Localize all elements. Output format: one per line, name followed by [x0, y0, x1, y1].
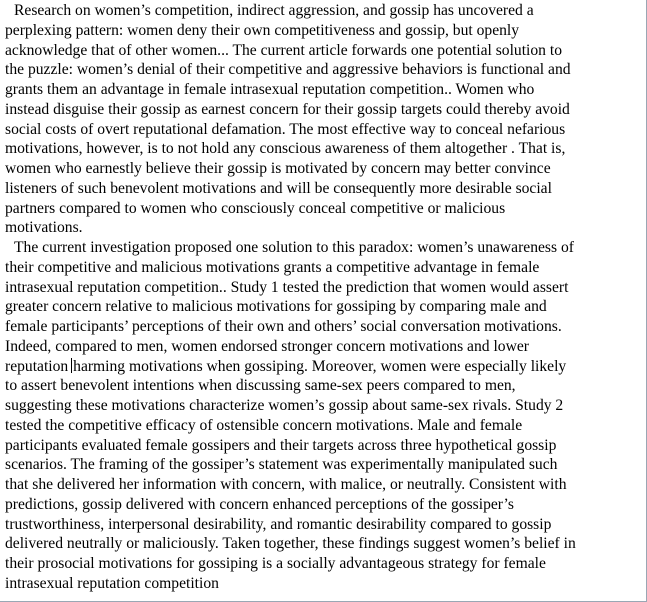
document-body[interactable] [5, 1, 641, 594]
paragraph-2[interactable] [5, 238, 641, 594]
text-line: The current investigation proposed one solution to this paradox: women’s unawareness of [14, 239, 574, 256]
text-line: perplexing pattern: women deny their own competitiveness and gossip, but openly [5, 21, 520, 39]
text-line: suggesting these motivations characterize women’s gossip about same-sex rivals. Study 2 [5, 397, 564, 414]
text-line: delivered neutrally or maliciously. Taken together, these findings suggest women’s belief in [5, 535, 576, 553]
text-line: their prosocial motivations for gossiping is a socially advantageous strategy for female [5, 555, 546, 572]
text-line: women who earnestly believe their gossip is motivated by concern may better convince [5, 160, 551, 177]
paragraph-1[interactable] [5, 1, 641, 238]
text-line: trustworthiness, interpersonal desirability, and romantic desirability compared to gossip [5, 515, 552, 533]
text-line: greater concern relative to malicious motivations for gossiping by comparing male and [5, 298, 547, 316]
text-line: tested the competitive efficacy of ostensible concern motivations. Male and female [5, 416, 523, 434]
text-line: motivations. [5, 219, 83, 237]
text-line: that she delivered her information with concern, with malice, or neutrally. Consistent with [5, 476, 567, 493]
text-line: social costs of overt reputational defamation. The most effective way to conceal nefarious [5, 120, 566, 138]
text-line: intrasexual reputation competition [5, 574, 219, 592]
text-line: motivations, however, is to not hold any conscious awareness of them altogether . That is, [5, 140, 566, 158]
text-line: female participants’ perceptions of their own and others’ social conversation motivations. [5, 318, 562, 335]
text-line: predictions, gossip delivered with concern enhanced perceptions of the gossiper’s [5, 495, 514, 513]
text-cursor [71, 358, 72, 373]
text-line-segment: reputation [5, 357, 69, 375]
text-line-with-caret [5, 357, 641, 377]
text-line: Indeed, compared to men, women endorsed stronger concern motivations and lower [5, 337, 529, 355]
text-line: participants evaluated female gossipers and their targets across three hypothetical gossip [5, 436, 557, 454]
text-line: grants them an advantage in female intrasexual reputation competition.. Women who [5, 81, 535, 98]
text-line: their competitive and malicious motivations grants a competitive advantage in female [5, 258, 540, 276]
text-line: listeners of such benevolent motivations and will be consequently more desirable social [5, 179, 552, 197]
text-line: the puzzle: women’s denial of their competitive and aggressive behaviors is functional and [5, 61, 571, 79]
text-line-segment: harming motivations when gossiping. Moreover, women were especially likely [73, 357, 567, 375]
text-line: partners compared to women who consciously conceal competitive or malicious [5, 199, 506, 217]
text-line: Research on women’s competition, indirect aggression, and gossip has uncovered a [14, 2, 534, 19]
text-line: intrasexual reputation competition.. Study 1 tested the prediction that women would assert [5, 278, 569, 296]
text-line: scenarios. The framing of the gossiper’s statement was experimentally manipulated such [5, 456, 558, 474]
text-line: to assert benevolent intentions when discussing same-sex peers compared to men, [5, 377, 516, 395]
text-line: instead disguise their gossip as earnest concern for their gossip targets could thereby avoid [5, 100, 570, 118]
text-line: acknowledge that of other women... The current article forwards one potential solution to [5, 41, 563, 59]
